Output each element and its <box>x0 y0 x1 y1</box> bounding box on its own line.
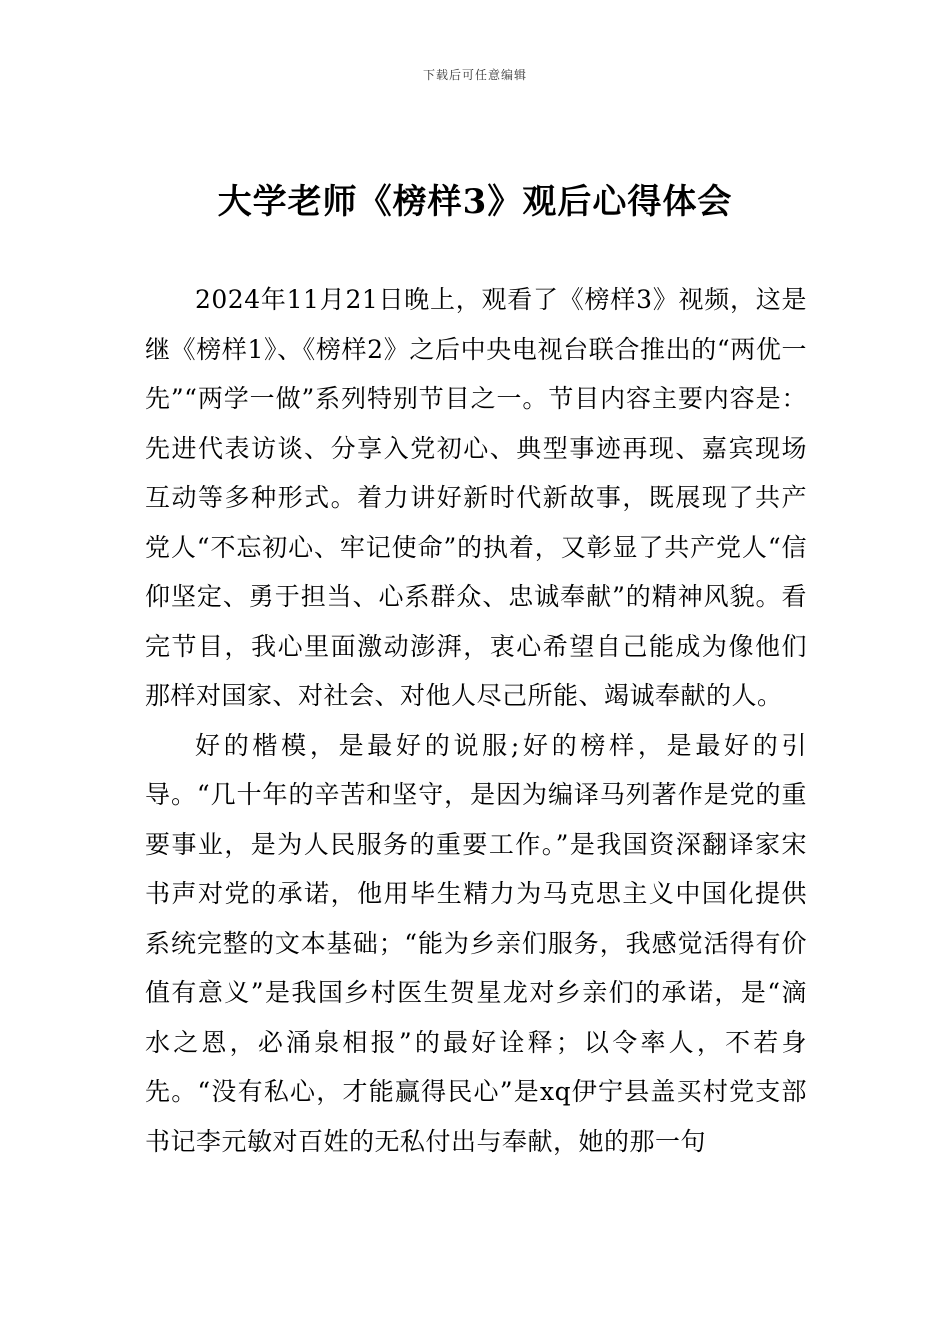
paragraph-1: 2024年11月21日晚上，观看了《榜样3》视频，这是继《榜样1》、《榜样2》之后中央电视台联合推出的“两优一先”“两学一做”系列特别节目之一。节目内容主要内容是：先进代表访谈、分享入党初心、典型事迹再现、嘉宾现场互动等多种形式。着力讲好新时代新故事，既展现了共产党人“不忘初心、牢记使命”的执着，又彰显了共产党人“信仰坚定、勇于担当、心系群众、忠诚奉献”的精神风貌。看完节目，我心里面激动澎湃，衷心希望自己能成为像他们那样对国家、对社会、对他人尽己所能、竭诚奉献的人。 <box>145 285 807 710</box>
document-body <box>145 275 807 1166</box>
document-title: 大学老师《榜样3》观后心得体会 <box>217 182 733 222</box>
header-note: 下载后可任意编辑 <box>422 68 527 82</box>
paragraph-2: 好的楷模，是最好的说服;好的榜样，是最好的引导。“几十年的辛苦和坚守，是因为编译马列著作是党的重要事业，是为人民服务的重要工作。”是我国资深翻译家宋书声对党的承诺，他用毕生精力为马克思主义中国化提供系统完整的文本基础；“能为乡亲们服务，我感觉活得有价值有意义”是我国乡村医生贺星龙对乡亲们的承诺，是“滴水之恩，必涌泉相报”的最好诠释；以令率人，不若身先。“没有私心，才能赢得民心”是xq伊宁县盖买村党支部书记李元敏对百姓的无私付出与奉献，她的那一句 <box>145 730 807 1156</box>
